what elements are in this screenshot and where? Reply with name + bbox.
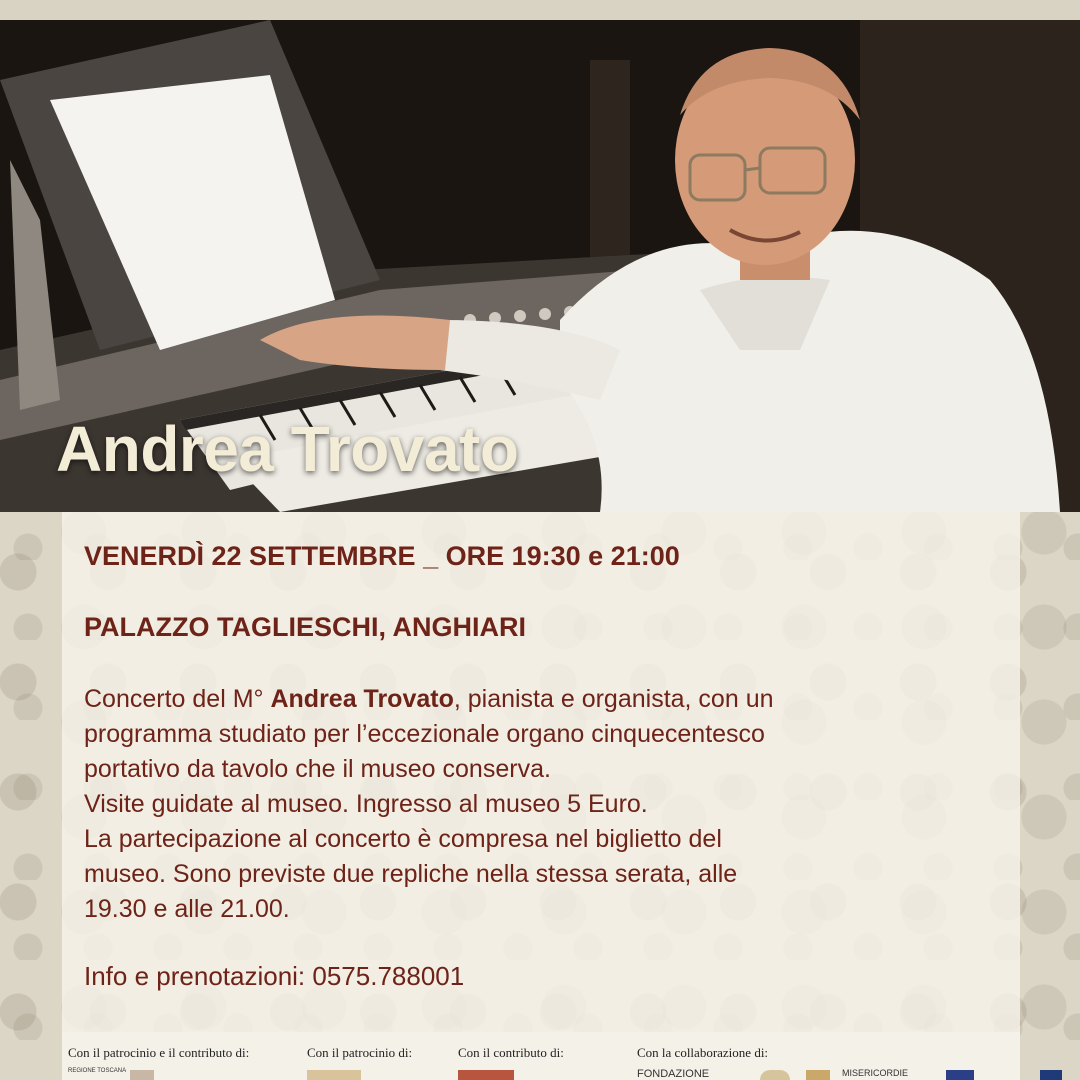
sponsor-label-collaborazione: Con la collaborazione di:: [637, 1045, 769, 1060]
sponsor-label-patrocinio-contributo: Con il patrocinio e il contributo di:: [68, 1045, 250, 1060]
logo-regione-toscana: REGIONE TOSCANA: [68, 1068, 127, 1074]
description-line-7: 19.30 e alle 21.00.: [84, 895, 290, 923]
sponsor-label-contributo: Con il contributo di:: [458, 1045, 564, 1060]
logo-contributo: [458, 1070, 514, 1080]
event-venue: PALAZZO TAGLIESCHI, ANGHIARI: [84, 612, 526, 642]
sponsor-label-patrocinio: Con il patrocinio di:: [307, 1045, 413, 1060]
description-line-6: museo. Sono previste due repliche nella stessa serata, alle: [84, 860, 738, 888]
description-line-3: portativo da tavolo che il museo conserva.: [84, 755, 551, 783]
logo-misericordie-text: MISERICORDIE: [842, 1068, 909, 1078]
logo-blue-emblem: [946, 1070, 974, 1080]
description-line-1-suffix: , pianista e organista, con un: [453, 685, 774, 713]
booking-info: Info e prenotazioni: 0575.788001: [84, 961, 465, 991]
performer-photo: [0, 20, 1080, 512]
description-line-4: Visite guidate al museo. Ingresso al museo 5 Euro.: [84, 790, 648, 818]
description-line-1: [84, 682, 904, 717]
event-description: [84, 682, 904, 927]
performer-name-title: Andrea Trovato: [56, 413, 519, 485]
logo-patrocinio-crest: [307, 1070, 361, 1080]
logo-misericordie-emblem: [806, 1070, 830, 1080]
logo-edge-emblem: [1040, 1070, 1062, 1080]
description-line-2: programma studiato per l’eccezionale organo cinquecentesco: [84, 720, 765, 748]
description-performer-name: Andrea Trovato: [270, 685, 454, 713]
logo-emblem: [760, 1070, 790, 1080]
logo-fondazione: FONDAZIONE: [637, 1068, 710, 1080]
description-prefix: Concerto del M°: [84, 685, 271, 713]
top-strip: [0, 0, 1080, 20]
description-line-5: La partecipazione al concerto è compresa nel biglietto del: [84, 825, 722, 853]
logo-municipal-crest: [130, 1070, 154, 1080]
event-date-time: VENERDÌ 22 SETTEMBRE _ ORE 19:30 e 21:00: [84, 541, 680, 571]
